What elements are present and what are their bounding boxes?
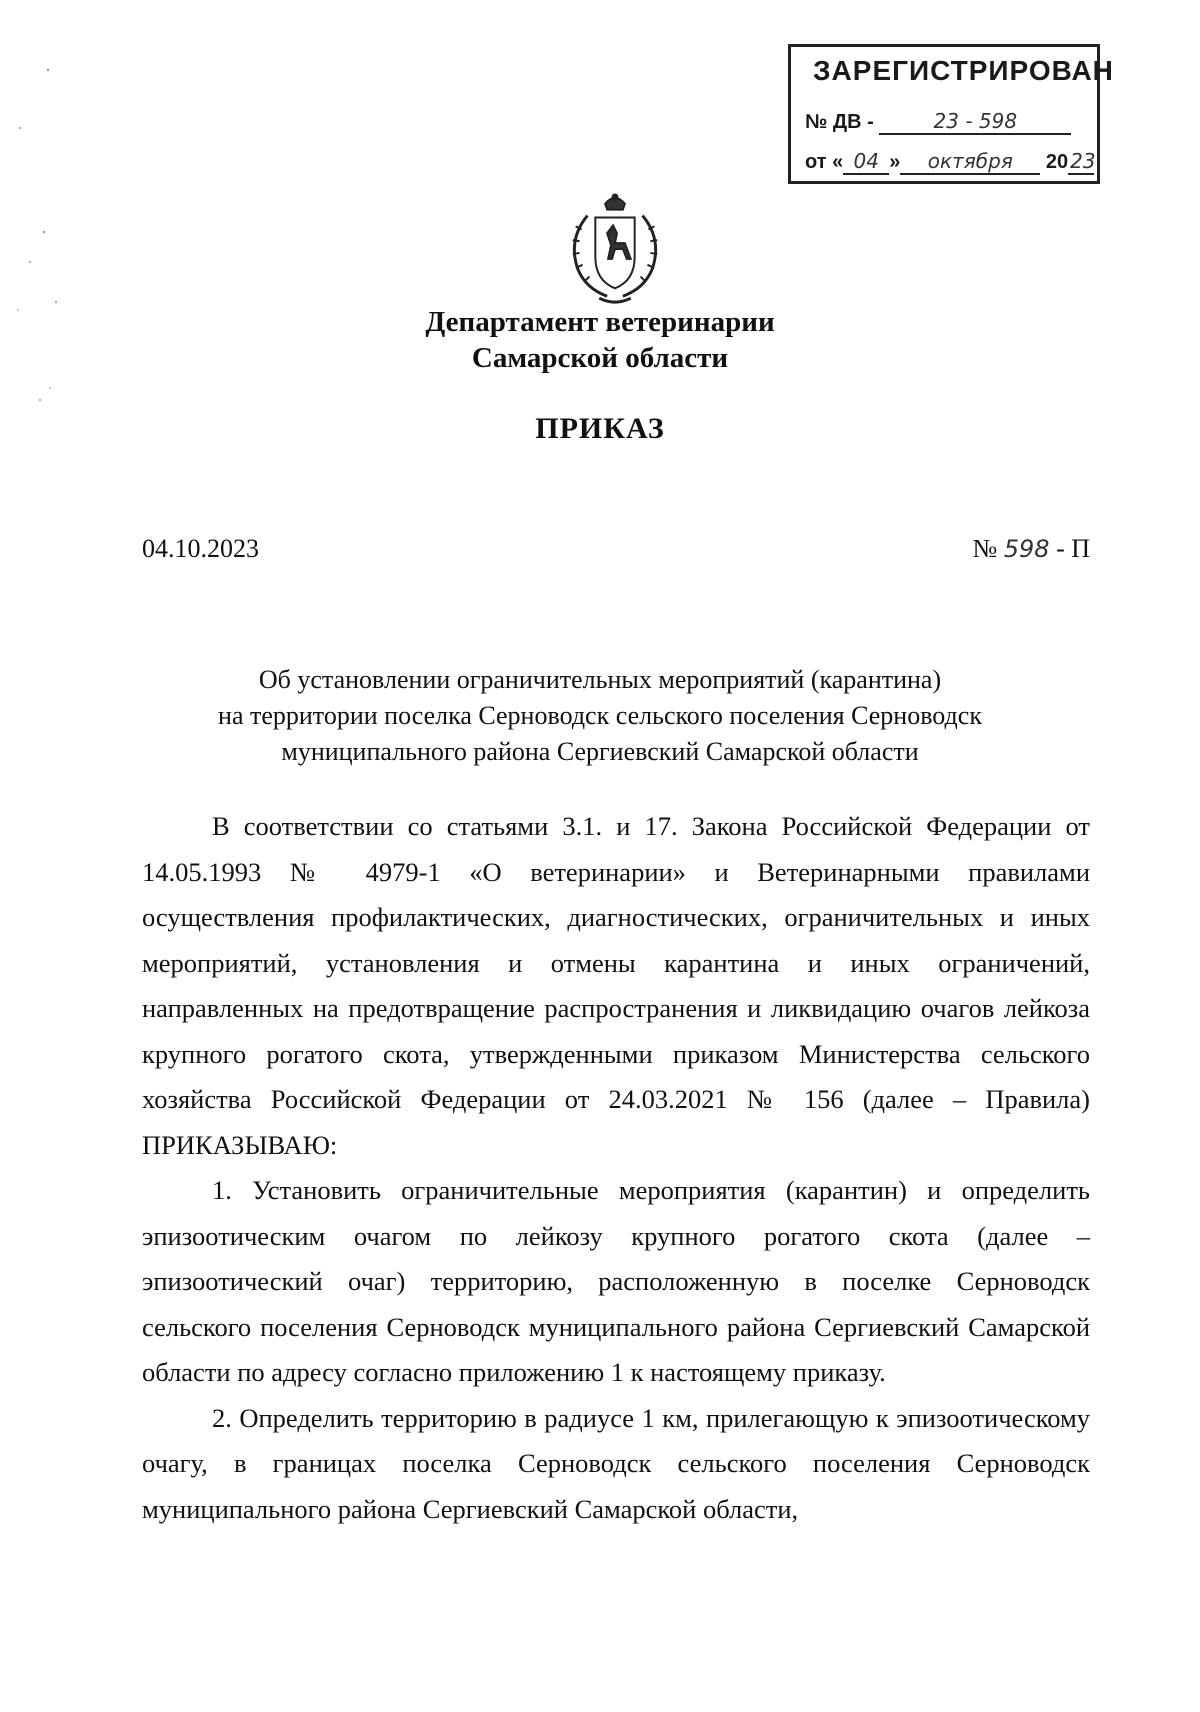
subject-line-1: Об установлении ограничительных мероприятий (карантина) [258,665,942,694]
stamp-date-mid: » [889,151,901,173]
order-number-prefix: № [972,534,998,563]
order-number-value: 598 [1003,535,1050,563]
subject-line-2: на территории поселка Серноводск сельского поселения Серноводск [218,701,982,730]
stamp-date-line [805,149,1094,175]
stamp-date-prefix: от « [805,151,844,173]
department-line-2: Самарской области [471,342,729,374]
order-subject [0,662,1200,770]
coat-of-arms-icon [556,190,674,308]
department-name [0,304,1200,376]
document-type: ПРИКАЗ [535,412,665,445]
stamp-number-value: 23 - 598 [879,109,1071,135]
stamp-number-prefix: № ДВ - [805,111,874,133]
stamp-date-year-suffix: 23 [1070,149,1096,173]
body-paragraph-item-2: 2. Определить территорию в радиусе 1 км, прилегающую к эпизоотическому очагу, в границах поселка Серноводск сельского поселения Серноводск муниципального района Сергиевский Самарской области, [142,1402,1090,1524]
order-number [972,534,1090,564]
stamp-date-year-prefix: 20 [1045,151,1069,173]
stamp-number-line [805,109,1071,135]
registration-stamp [788,44,1114,184]
subject-line-3: муниципального района Сергиевский Самарской области [281,737,919,766]
department-line-1: Департамент ветеринарии [425,306,775,338]
order-number-suffix: - П [1056,534,1090,563]
stamp-title: ЗАРЕГИСТРИРОВАН [813,55,1114,86]
body-paragraph-item-1: 1. Установить ограничительные мероприятия (карантин) и определить эпизоотическим очагом по лейкозу крупного рогатого скота (далее – эпизоотический очаг) территорию, расположенную в поселке Серноводск сельского поселения Серноводск муниципального района Сергиевский Самарской области по адресу согласно приложению 1 к настоящему приказу. [142,1175,1090,1387]
stamp-date-day: 04 [843,149,889,175]
body-paragraph-preamble: В соответствии со статьями 3.1. и 17. Закона Российской Федерации от 14.05.1993 № 4979-1 «О ветеринарии» и Ветеринарными правилами осуществления профилактических, диагностических, ограничительных и иных мероприятий, установления и отмены карантина и иных ограничений, направленных на предотвращение распространения и ликвидацию очагов лейкоза крупного рогатого скота, утвержденными приказом Министерства сельского хозяйства Российской Федерации от 24.03.2021 № 156 (далее – Правила) ПРИКАЗЫВАЮ: [142,811,1090,1160]
stamp-date-month: октября [900,149,1040,175]
order-date: 04.10.2023 [142,534,259,563]
order-body [142,804,1090,1532]
